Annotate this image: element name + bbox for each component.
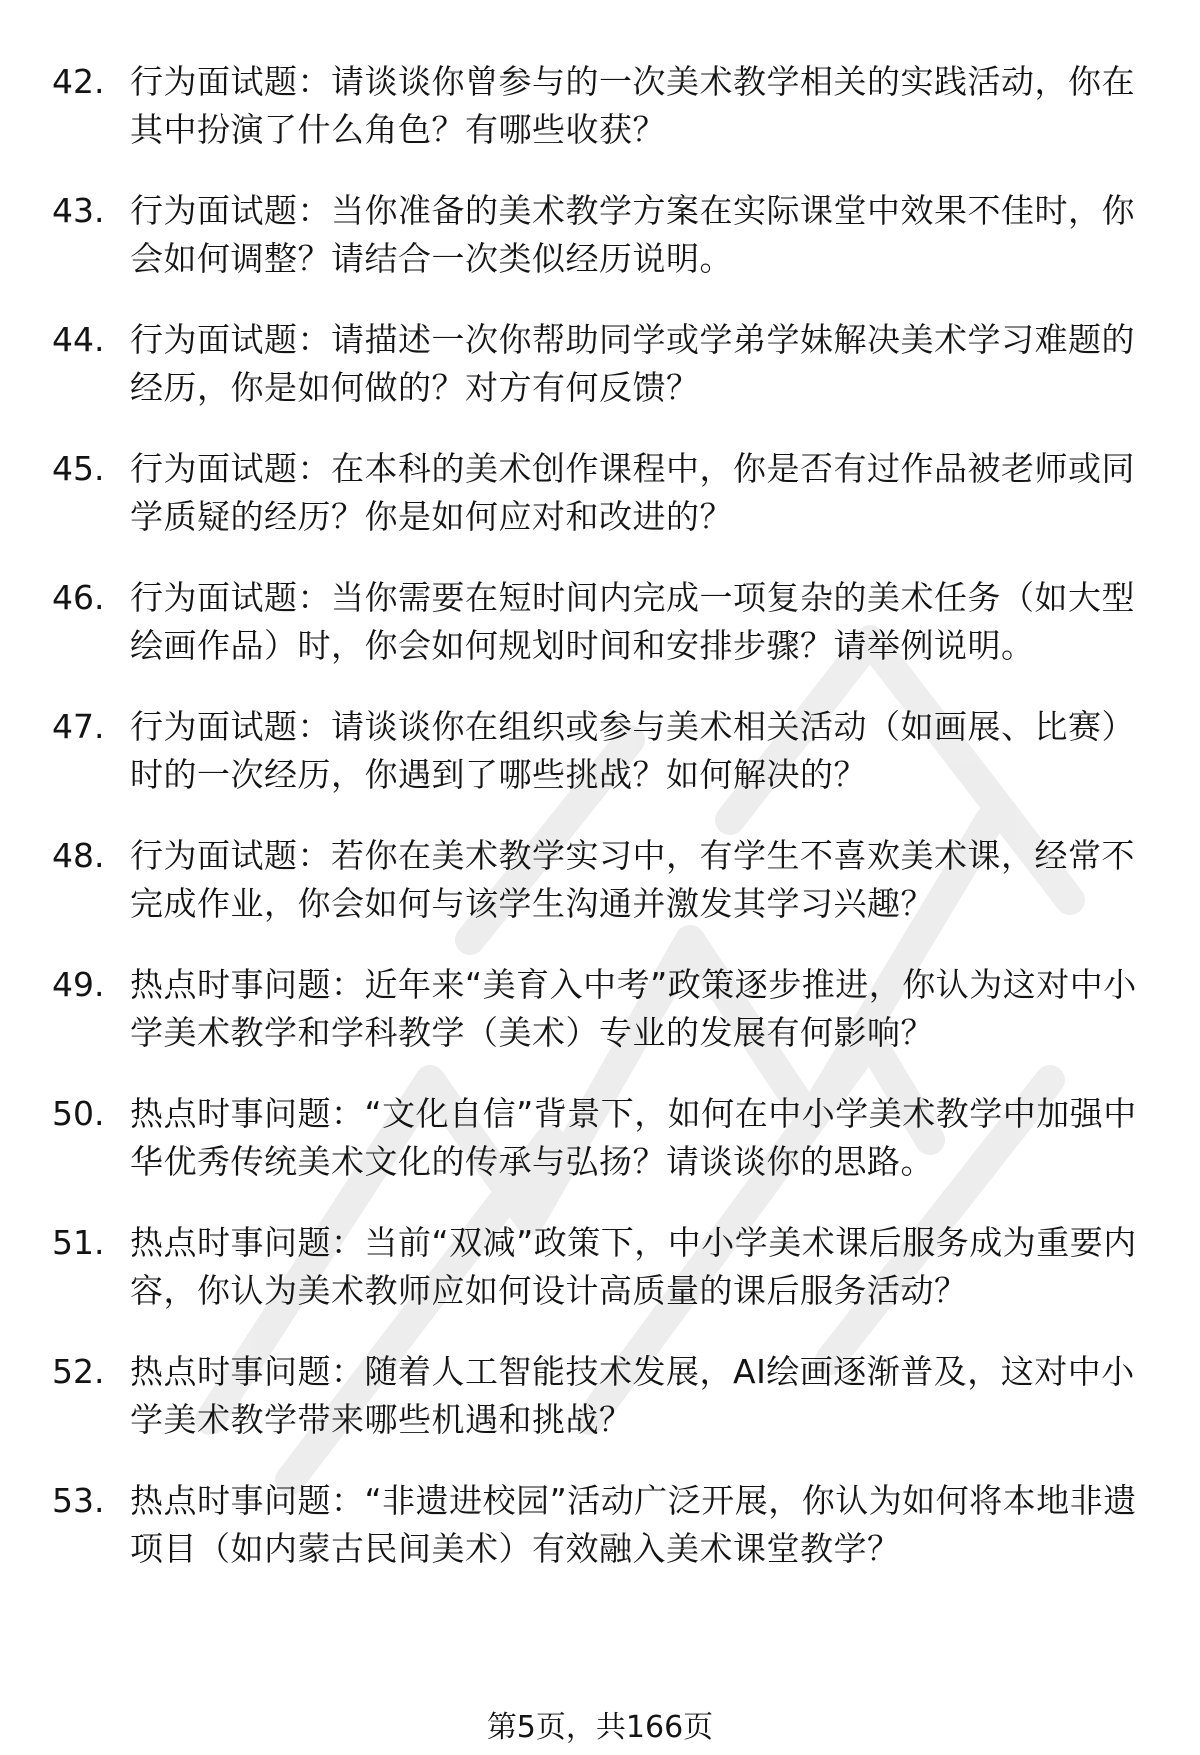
question-list: [52, 58, 1152, 1606]
question-text: 热点时事问题：“文化自信”背景下，如何在中小学美术教学中加强中华优秀传统美术文化的传承与弘扬？请谈谈你的思路。: [130, 1094, 1137, 1181]
question-item-53: [52, 1477, 1152, 1573]
question-text: 热点时事问题：近年来“美育入中考”政策逐步推进，你认为这对中小学美术教学和学科教学（美术）专业的发展有何影响？: [130, 965, 1137, 1052]
question-text: 行为面试题：在本科的美术创作课程中，你是否有过作品被老师或同学质疑的经历？你是如何应对和改进的？: [130, 449, 1135, 536]
question-text: 行为面试题：当你需要在短时间内完成一项复杂的美术任务（如大型绘画作品）时，你会如何规划时间和安排步骤？请举例说明。: [130, 578, 1135, 665]
question-number: 43.: [52, 191, 105, 230]
question-text: 行为面试题：请描述一次你帮助同学或学弟学妹解决美术学习难题的经历，你是如何做的？对方有何反馈？: [130, 320, 1135, 407]
question-item-52: [52, 1348, 1152, 1444]
question-number: 49.: [52, 965, 105, 1004]
question-number: 47.: [52, 707, 105, 746]
question-number: 44.: [52, 320, 105, 359]
page-footer: 第5页，共166页: [486, 1710, 714, 1745]
question-number: 50.: [52, 1094, 105, 1133]
question-item-50: [52, 1090, 1152, 1186]
question-item-47: [52, 703, 1152, 799]
question-number: 51.: [52, 1223, 105, 1262]
question-text: 热点时事问题：“非遗进校园”活动广泛开展，你认为如何将本地非遗项目（如内蒙古民间美术）有效融入美术课堂教学？: [130, 1481, 1137, 1568]
question-text: 行为面试题：请谈谈你曾参与的一次美术教学相关的实践活动，你在其中扮演了什么角色？有哪些收获？: [130, 62, 1135, 149]
question-item-43: [52, 187, 1152, 283]
question-item-46: [52, 574, 1152, 670]
question-text: 热点时事问题：当前“双减”政策下，中小学美术课后服务成为重要内容，你认为美术教师应如何设计高质量的课后服务活动？: [130, 1223, 1137, 1310]
question-text: 行为面试题：请谈谈你在组织或参与美术相关活动（如画展、比赛）时的一次经历，你遇到了哪些挑战？如何解决的？: [130, 707, 1135, 794]
question-number: 46.: [52, 578, 105, 617]
question-number: 45.: [52, 449, 105, 488]
question-text: 行为面试题：当你准备的美术教学方案在实际课堂中效果不佳时，你会如何调整？请结合一次类似经历说明。: [130, 191, 1135, 278]
question-number: 52.: [52, 1352, 105, 1391]
question-item-42: [52, 58, 1152, 154]
question-text: 热点时事问题：随着人工智能技术发展，AI绘画逐渐普及，这对中小学美术教学带来哪些机遇和挑战？: [130, 1352, 1135, 1439]
question-item-45: [52, 445, 1152, 541]
question-text: 行为面试题：若你在美术教学实习中，有学生不喜欢美术课，经常不完成作业，你会如何与该学生沟通并激发其学习兴趣？: [130, 836, 1135, 923]
question-number: 48.: [52, 836, 105, 875]
question-item-49: [52, 961, 1152, 1057]
question-number: 42.: [52, 62, 105, 101]
question-number: 53.: [52, 1481, 105, 1520]
question-item-48: [52, 832, 1152, 928]
question-item-44: [52, 316, 1152, 412]
question-item-51: [52, 1219, 1152, 1315]
